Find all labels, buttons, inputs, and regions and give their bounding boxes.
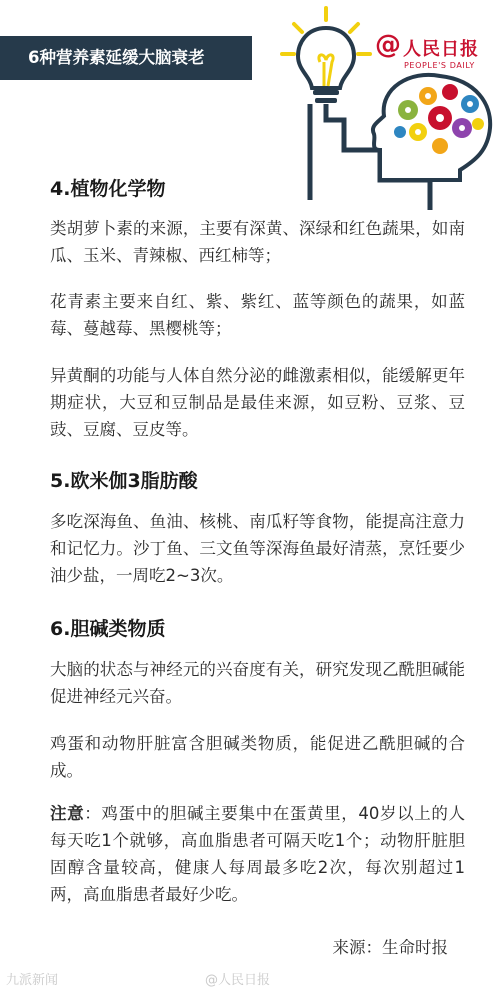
brand-name-cn: 人民日报	[403, 39, 479, 60]
paragraph: 花青素主要来自红、紫、紫红、蓝等颜色的蔬果，如蓝莓、蔓越莓、黑樱桃等；	[50, 292, 465, 338]
note-paragraph	[50, 800, 465, 908]
paragraph: 类胡萝卜素的来源，主要有深黄、深绿和红色蔬果，如南瓜、玉米、青辣椒、西红柿等；	[50, 219, 465, 265]
watermark: @人民日报	[205, 973, 271, 988]
section-heading: 6.胆碱类物质	[50, 618, 166, 640]
brand-at-symbol: @	[375, 30, 401, 60]
peoples-daily-logo	[375, 30, 495, 75]
paragraph: 鸡蛋和动物肝脏富含胆碱类物质，能促进乙酰胆碱的合成。	[50, 734, 465, 780]
section-heading: 5.欧米伽3脂肪酸	[50, 470, 198, 492]
note-text: ：鸡蛋中的胆碱主要集中在蛋黄里，40岁以上的人每天吃1个就够，高血脂患者可隔天吃1个；动物肝脏胆固醇含量较高，健康人每周最多吃2次，每次别超过1两，高血脂患者最好少吃。	[50, 804, 466, 904]
paragraph: 异黄酮的功能与人体自然分泌的雌激素相似，能缓解更年期症状，大豆和豆制品是最佳来源，如豆粉、豆浆、豆豉、豆腐、豆皮等。	[50, 366, 465, 439]
note-label: 注意	[50, 804, 85, 823]
source-credit: 来源：生命时报	[332, 938, 448, 957]
watermark: 九派新闻	[6, 973, 59, 988]
page-title: 6种营养素延缓大脑衰老	[0, 36, 252, 80]
paragraph: 多吃深海鱼、鱼油、核桃、南瓜籽等食物，能提高注意力和记忆力。沙丁鱼、三文鱼等深海鱼最好清蒸，烹饪要少油少盐，一周吃2~3次。	[50, 512, 465, 585]
brand-name-en: PEOPLE'S DAILY	[404, 61, 475, 70]
section-heading: 4.植物化学物	[50, 178, 166, 200]
paragraph: 大脑的状态与神经元的兴奋度有关，研究发现乙酰胆碱能促进神经元兴奋。	[50, 660, 465, 706]
